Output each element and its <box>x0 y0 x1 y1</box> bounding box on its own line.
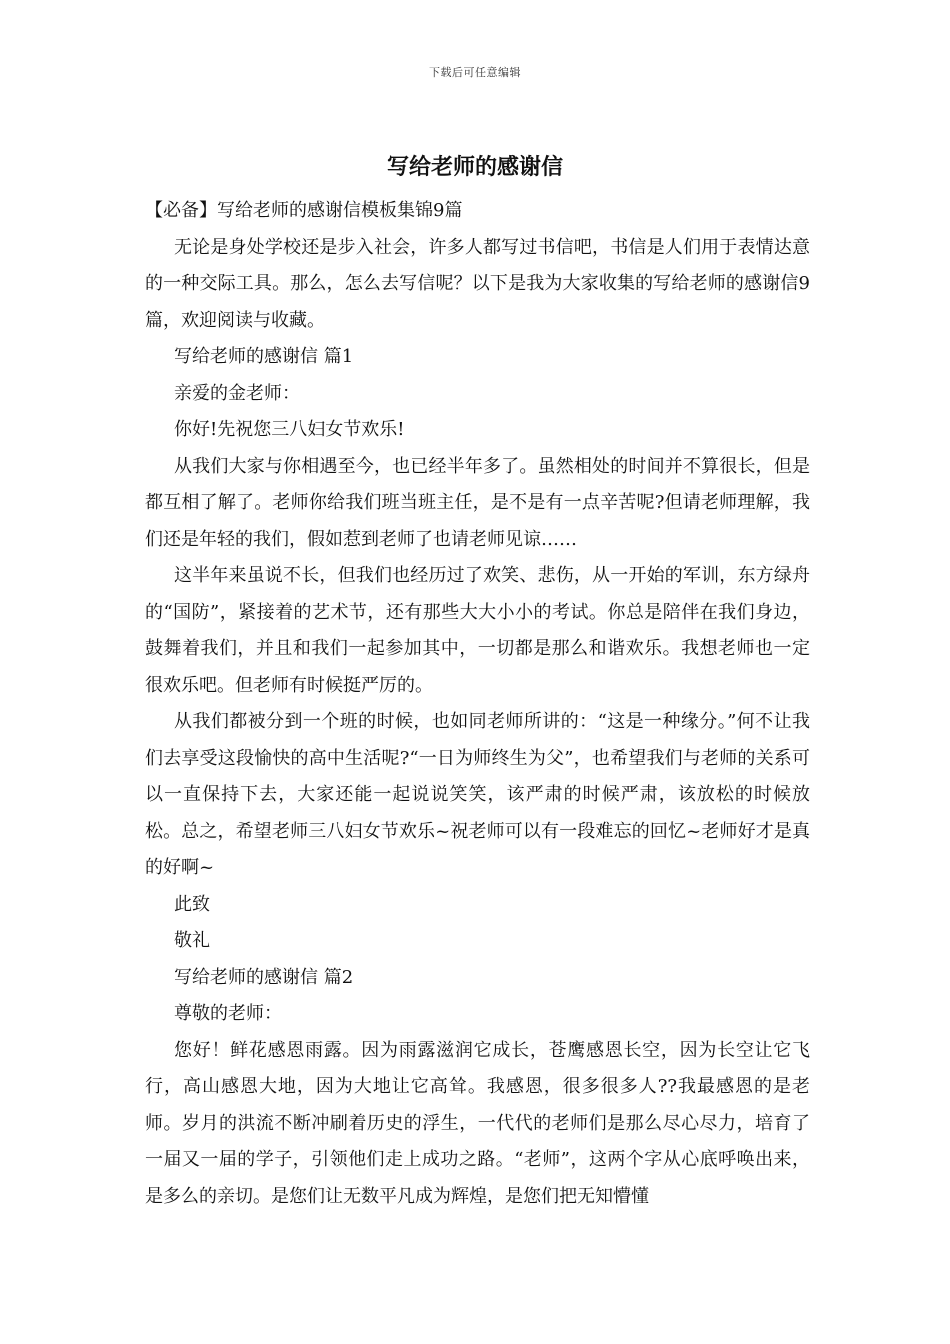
intro-paragraph: 无论是身处学校还是步入社会，许多人都写过书信吧，书信是人们用于表情达意的一种交际工具。那么，怎么去写信呢？以下是我为大家收集的写给老师的感谢信9篇，欢迎阅读与收藏。 <box>145 236 810 331</box>
letter-2-heading: 写给老师的感谢信 篇2 <box>174 966 354 988</box>
letter-1-closing: 此致 <box>174 893 210 915</box>
letter-2-paragraph: 您好！鲜花感恩雨露。因为雨露滋润它成长，苍鹰感恩长空，因为长空让它飞行，高山感恩大地，因为大地让它高耸。我感恩，很多很多人??我最感恩的是老师。岁月的洪流不断冲刷着历史的浮生，一代代的老师们是那么尽心尽力，培育了一届又一届的学子，引领他们走上成功之路。“老师”，这两个字从心底呼唤出来，是多么的亲切。是您们让无数平凡成为辉煌，是您们把无知懵懂 <box>145 1039 810 1207</box>
letter-1-closing: 敬礼 <box>174 930 210 951</box>
header-note: 下载后可任意编辑 <box>429 66 521 79</box>
letter-1-greeting: 你好!先祝您三八妇女节欢乐! <box>174 419 405 440</box>
letter-1-paragraph: 这半年来虽说不长，但我们也经历过了欢笑、悲伤，从一开始的军训，东方绿舟的“国防”，紧接着的艺术节，还有那些大大小小的考试。你总是陪伴在我们身边，鼓舞着我们，并且和我们一起参加其中，一切都是那么和谐欢乐。我想老师也一定很欢乐吧。但老师有时候挺严厉的。 <box>145 565 810 696</box>
document-title: 写给老师的感谢信 <box>386 154 563 180</box>
letter-1-heading: 写给老师的感谢信 篇1 <box>174 346 354 367</box>
intro-heading: 【必备】写给老师的感谢信模板集锦9篇 <box>145 200 463 221</box>
letter-2-salutation: 尊敬的老师： <box>174 1003 282 1024</box>
document-body <box>145 193 810 1215</box>
letter-1-paragraph: 从我们都被分到一个班的时候，也如同老师所讲的：“这是一种缘分。”何不让我们去享受这段愉快的高中生活呢?“一日为师终生为父”，也希望我们与老师的关系可以一直保持下去，大家还能一起说说笑笑，该严肃的时候严肃，该放松的时候放松。总之，希望老师三八妇女节欢乐~祝老师可以有一段难忘的回忆~老师好才是真的好啊~ <box>145 711 810 878</box>
letter-1-salutation: 亲爱的金老师： <box>174 382 300 404</box>
letter-1-paragraph: 从我们大家与你相遇至今，也已经半年多了。虽然相处的时间并不算很长，但是都互相了解了。老师你给我们班当班主任，是不是有一点辛苦呢?但请老师理解，我们还是年轻的我们，假如惹到老师了也请老师见谅…… <box>145 455 810 550</box>
